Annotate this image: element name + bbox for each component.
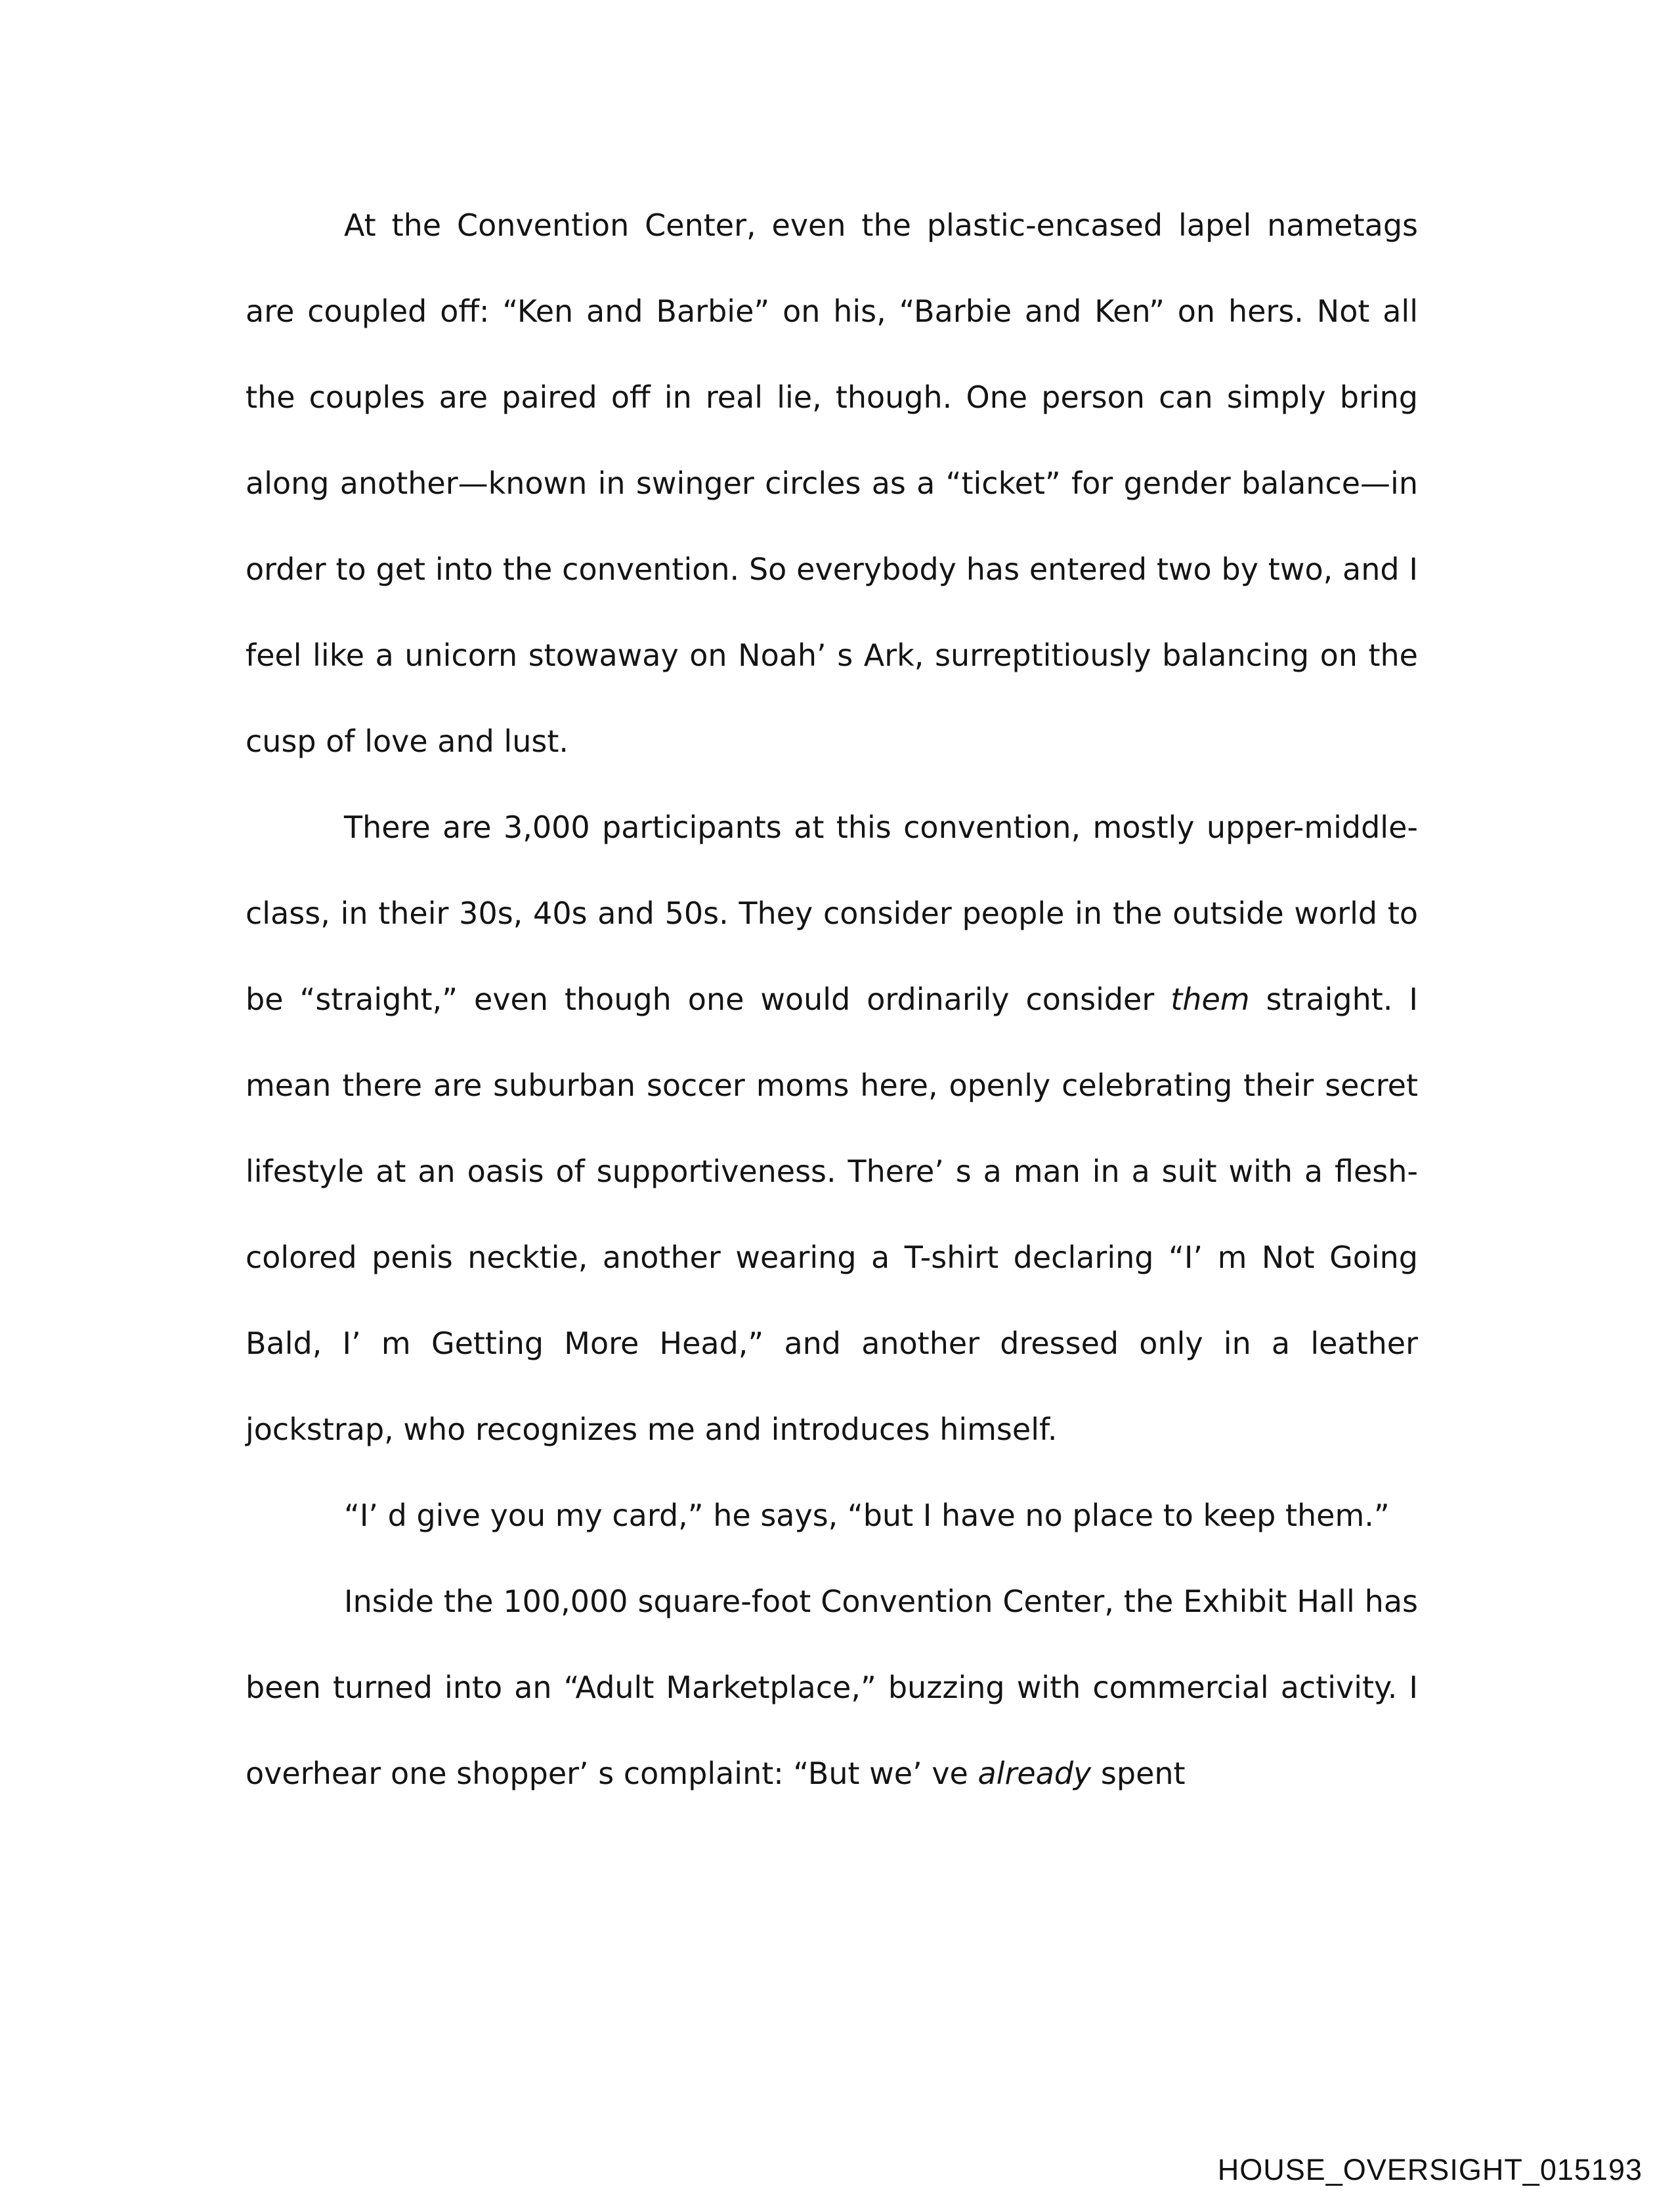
- paragraph-3: [246, 1473, 1418, 1559]
- paragraph-2-emphasis: them: [1170, 982, 1250, 1017]
- paragraph-2-text-start: There are 3,000 participants at this convention, mostly upper-middle-class, in their 30s, 40s and 50s. They consider people in the outside world to be “straight,” even though one would ordinarily consider: [246, 810, 1418, 1017]
- paragraph-3-text: “I’ d give you my card,” he says, “but I have no place to keep them.”: [344, 1498, 1390, 1533]
- paragraph-2-text-end: straight. I mean there are suburban soccer moms here, openly celebrating their secret lifestyle at an oasis of supportiveness. There’ s a man in a suit with a flesh-colored penis necktie, another wearing a T-shirt declaring “I’ m Not Going Bald, I’ m Getting More Head,” and another dressed only in a leather jockstrap, who recognizes me and introduces himself.: [246, 982, 1418, 1447]
- paragraph-4-text: Inside the 100,000 square-foot Convention Center, the Exhibit Hall has been turned into an “Adult Marketplace,” buzzing with commercial activity.: [246, 1584, 1418, 1705]
- bates-footer-id: HOUSE_OVERSIGHT_015193: [1217, 2153, 1642, 2186]
- paragraph-4-emphasis: already: [977, 1756, 1092, 1791]
- body-text: [246, 183, 1418, 1817]
- paragraph-1: [246, 183, 1418, 785]
- paragraph-4: [246, 1559, 1418, 1817]
- paragraph-4-tail-end: spent: [1091, 1756, 1186, 1791]
- paragraph-1-text: At the Convention Center, even the plastic-encased lapel nametags are coupled off: “Ken and Barbie” on his, “Barbie and Ken” on hers. Not all the couples are paired off in real lie, though. One person can simply bring along another—known in swinger circles as a “ticket” for gender balance—in order to get into the convention. So everybody has entered two by two, and I feel like a unicorn stowaway on Noah’ s Ark, surreptitiously balancing on the cusp of love and lust.: [246, 207, 1418, 759]
- paragraph-2: [246, 785, 1418, 1473]
- paragraph-4-tail-start: I overhear one shopper’ s complaint: “But we’ ve: [246, 1670, 1418, 1791]
